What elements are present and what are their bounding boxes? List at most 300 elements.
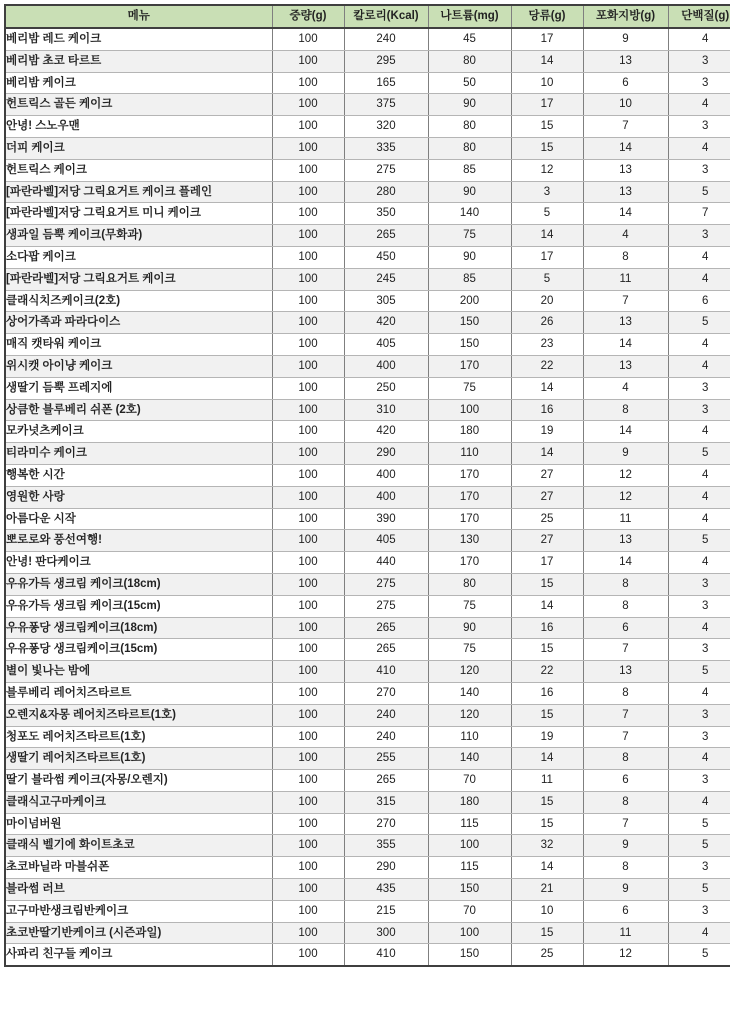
cell-weight: 100 (272, 225, 344, 247)
cell-satfat: 8 (583, 246, 668, 268)
cell-sodium: 75 (428, 639, 511, 661)
cell-sugars: 25 (511, 508, 583, 530)
cell-weight: 100 (272, 246, 344, 268)
cell-weight: 100 (272, 181, 344, 203)
cell-sugars: 32 (511, 835, 583, 857)
cell-protein: 5 (668, 813, 730, 835)
cell-sugars: 16 (511, 617, 583, 639)
table-row[interactable] (5, 617, 730, 639)
cell-calories: 450 (344, 246, 428, 268)
table-row[interactable] (5, 225, 730, 247)
cell-sugars: 19 (511, 421, 583, 443)
cell-calories: 310 (344, 399, 428, 421)
cell-sodium: 170 (428, 508, 511, 530)
cell-menu-name: 우유퐁당 생크림케이크(18cm) (5, 617, 272, 639)
cell-sodium: 115 (428, 857, 511, 879)
cell-protein: 5 (668, 530, 730, 552)
cell-menu-name: 별이 빛나는 밤에 (5, 661, 272, 683)
cell-satfat: 9 (583, 443, 668, 465)
cell-protein: 5 (668, 661, 730, 683)
cell-weight: 100 (272, 72, 344, 94)
cell-sugars: 15 (511, 791, 583, 813)
table-row[interactable] (5, 421, 730, 443)
table-row[interactable] (5, 355, 730, 377)
cell-calories: 320 (344, 116, 428, 138)
cell-calories: 355 (344, 835, 428, 857)
cell-weight: 100 (272, 443, 344, 465)
cell-satfat: 13 (583, 661, 668, 683)
cell-menu-name: 티라미수 케이크 (5, 443, 272, 465)
cell-calories: 265 (344, 639, 428, 661)
cell-protein: 3 (668, 50, 730, 72)
cell-sodium: 80 (428, 50, 511, 72)
cell-protein: 3 (668, 639, 730, 661)
cell-satfat: 13 (583, 355, 668, 377)
cell-sodium: 90 (428, 246, 511, 268)
cell-satfat: 11 (583, 508, 668, 530)
cell-sugars: 14 (511, 748, 583, 770)
cell-satfat: 13 (583, 159, 668, 181)
cell-protein: 3 (668, 770, 730, 792)
cell-menu-name: [파란라벨]저당 그릭요거트 케이크 플레인 (5, 181, 272, 203)
cell-calories: 240 (344, 704, 428, 726)
cell-protein: 3 (668, 573, 730, 595)
cell-protein: 5 (668, 944, 730, 966)
cell-calories: 255 (344, 748, 428, 770)
cell-sodium: 140 (428, 748, 511, 770)
cell-protein: 4 (668, 334, 730, 356)
cell-protein: 4 (668, 922, 730, 944)
cell-sodium: 85 (428, 159, 511, 181)
cell-satfat: 12 (583, 464, 668, 486)
cell-menu-name: 행복한 시간 (5, 464, 272, 486)
cell-sugars: 25 (511, 944, 583, 966)
table-row[interactable] (5, 682, 730, 704)
cell-protein: 4 (668, 246, 730, 268)
table-row[interactable] (5, 857, 730, 879)
cell-sodium: 90 (428, 94, 511, 116)
cell-sodium: 45 (428, 28, 511, 50)
cell-sugars: 5 (511, 268, 583, 290)
cell-menu-name: 초코바닐라 마블쉬폰 (5, 857, 272, 879)
cell-sugars: 11 (511, 770, 583, 792)
table-row[interactable] (5, 399, 730, 421)
cell-menu-name: 우유가득 생크림 케이크(18cm) (5, 573, 272, 595)
cell-protein: 4 (668, 464, 730, 486)
cell-sodium: 120 (428, 661, 511, 683)
cell-protein: 3 (668, 704, 730, 726)
cell-menu-name: 마이넘버원 (5, 813, 272, 835)
cell-sugars: 22 (511, 661, 583, 683)
cell-weight: 100 (272, 464, 344, 486)
table-row[interactable] (5, 443, 730, 465)
cell-weight: 100 (272, 50, 344, 72)
cell-menu-name: [파란라벨]저당 그릭요거트 미니 케이크 (5, 203, 272, 225)
cell-calories: 300 (344, 922, 428, 944)
cell-menu-name: 베리밤 초코 타르트 (5, 50, 272, 72)
cell-protein: 3 (668, 116, 730, 138)
cell-sodium: 70 (428, 900, 511, 922)
cell-protein: 4 (668, 748, 730, 770)
cell-satfat: 14 (583, 334, 668, 356)
cell-weight: 100 (272, 595, 344, 617)
table-row[interactable] (5, 835, 730, 857)
cell-protein: 3 (668, 857, 730, 879)
cell-satfat: 4 (583, 225, 668, 247)
cell-protein: 4 (668, 791, 730, 813)
cell-weight: 100 (272, 116, 344, 138)
cell-protein: 3 (668, 595, 730, 617)
column-header-calories[interactable]: 칼로리(Kcal) (344, 5, 428, 28)
cell-menu-name: 딸기 블라썸 케이크(자몽/오렌지) (5, 770, 272, 792)
cell-sodium: 140 (428, 203, 511, 225)
cell-calories: 440 (344, 552, 428, 574)
cell-sodium: 80 (428, 573, 511, 595)
cell-satfat: 8 (583, 791, 668, 813)
cell-weight: 100 (272, 879, 344, 901)
cell-calories: 390 (344, 508, 428, 530)
cell-sugars: 15 (511, 573, 583, 595)
table-row[interactable] (5, 879, 730, 901)
cell-menu-name: 클래식 벨기에 화이트초코 (5, 835, 272, 857)
cell-sugars: 14 (511, 50, 583, 72)
cell-sugars: 16 (511, 399, 583, 421)
table-row[interactable] (5, 813, 730, 835)
cell-menu-name: 클래식치즈케이크(2호) (5, 290, 272, 312)
cell-sodium: 115 (428, 813, 511, 835)
cell-sodium: 75 (428, 595, 511, 617)
cell-weight: 100 (272, 748, 344, 770)
cell-protein: 5 (668, 181, 730, 203)
column-header-sugars[interactable]: 당류(g) (511, 5, 583, 28)
table-row[interactable] (5, 312, 730, 334)
cell-menu-name: 생딸기 듬뿍 프레지에 (5, 377, 272, 399)
cell-calories: 410 (344, 661, 428, 683)
cell-calories: 290 (344, 857, 428, 879)
cell-menu-name: 헌트릭스 케이크 (5, 159, 272, 181)
cell-sodium: 150 (428, 334, 511, 356)
table-row[interactable] (5, 116, 730, 138)
cell-sodium: 70 (428, 770, 511, 792)
cell-sodium: 100 (428, 835, 511, 857)
cell-satfat: 6 (583, 617, 668, 639)
table-row[interactable] (5, 770, 730, 792)
cell-satfat: 7 (583, 639, 668, 661)
cell-menu-name: 안녕! 판다케이크 (5, 552, 272, 574)
cell-sodium: 180 (428, 791, 511, 813)
cell-menu-name: 고구마반생크림반케이크 (5, 900, 272, 922)
cell-protein: 6 (668, 290, 730, 312)
header-row (5, 5, 730, 28)
table-row[interactable] (5, 50, 730, 72)
cell-calories: 270 (344, 682, 428, 704)
cell-satfat: 14 (583, 203, 668, 225)
cell-calories: 290 (344, 443, 428, 465)
column-header-sodium[interactable]: 나트륨(mg) (428, 5, 511, 28)
cell-menu-name: 안녕! 스노우맨 (5, 116, 272, 138)
cell-satfat: 6 (583, 72, 668, 94)
cell-weight: 100 (272, 704, 344, 726)
table-row[interactable] (5, 159, 730, 181)
table-row[interactable] (5, 639, 730, 661)
table-row[interactable] (5, 922, 730, 944)
cell-sugars: 17 (511, 552, 583, 574)
column-header-menu[interactable]: 메뉴 (5, 5, 272, 28)
cell-sugars: 15 (511, 922, 583, 944)
cell-sodium: 80 (428, 137, 511, 159)
cell-menu-name: 베리밤 레드 케이크 (5, 28, 272, 50)
cell-sugars: 12 (511, 159, 583, 181)
cell-protein: 3 (668, 726, 730, 748)
cell-calories: 410 (344, 944, 428, 966)
cell-weight: 100 (272, 377, 344, 399)
cell-sugars: 14 (511, 595, 583, 617)
cell-satfat: 7 (583, 116, 668, 138)
column-header-weight[interactable]: 중량(g) (272, 5, 344, 28)
cell-satfat: 7 (583, 704, 668, 726)
table-row[interactable] (5, 748, 730, 770)
cell-sugars: 16 (511, 682, 583, 704)
cell-sodium: 50 (428, 72, 511, 94)
cell-menu-name: 베리밤 케이크 (5, 72, 272, 94)
cell-protein: 4 (668, 94, 730, 116)
cell-menu-name: 블라썸 러브 (5, 879, 272, 901)
cell-weight: 100 (272, 900, 344, 922)
cell-sodium: 80 (428, 116, 511, 138)
cell-menu-name: 오렌지&자몽 레어치즈타르트(1호) (5, 704, 272, 726)
cell-protein: 4 (668, 682, 730, 704)
cell-sugars: 21 (511, 879, 583, 901)
cell-calories: 350 (344, 203, 428, 225)
cell-sugars: 23 (511, 334, 583, 356)
cell-weight: 100 (272, 530, 344, 552)
cell-weight: 100 (272, 922, 344, 944)
table-row[interactable] (5, 268, 730, 290)
cell-calories: 400 (344, 464, 428, 486)
cell-calories: 335 (344, 137, 428, 159)
table-row[interactable] (5, 791, 730, 813)
cell-protein: 4 (668, 268, 730, 290)
table-row[interactable] (5, 181, 730, 203)
table-row[interactable] (5, 508, 730, 530)
cell-calories: 250 (344, 377, 428, 399)
cell-weight: 100 (272, 159, 344, 181)
cell-weight: 100 (272, 770, 344, 792)
cell-weight: 100 (272, 944, 344, 966)
table-row[interactable] (5, 246, 730, 268)
cell-sugars: 27 (511, 486, 583, 508)
cell-menu-name: 블루베리 레어치즈타르트 (5, 682, 272, 704)
column-header-satfat[interactable]: 포화지방(g) (583, 5, 668, 28)
cell-protein: 4 (668, 552, 730, 574)
cell-sugars: 26 (511, 312, 583, 334)
table-row[interactable] (5, 72, 730, 94)
cell-sodium: 110 (428, 726, 511, 748)
cell-satfat: 7 (583, 813, 668, 835)
table-row[interactable] (5, 486, 730, 508)
cell-weight: 100 (272, 355, 344, 377)
cell-protein: 4 (668, 421, 730, 443)
cell-calories: 265 (344, 770, 428, 792)
cell-protein: 5 (668, 443, 730, 465)
table-row[interactable] (5, 334, 730, 356)
cell-sugars: 20 (511, 290, 583, 312)
table-row[interactable] (5, 28, 730, 50)
cell-satfat: 8 (583, 857, 668, 879)
cell-menu-name: 생과일 듬뿍 케이크(무화과) (5, 225, 272, 247)
cell-weight: 100 (272, 268, 344, 290)
table-row[interactable] (5, 661, 730, 683)
cell-menu-name: 상어가족과 파라다이스 (5, 312, 272, 334)
cell-satfat: 14 (583, 552, 668, 574)
cell-satfat: 13 (583, 181, 668, 203)
table-row[interactable] (5, 944, 730, 966)
cell-protein: 3 (668, 900, 730, 922)
cell-sodium: 100 (428, 922, 511, 944)
table-row[interactable] (5, 377, 730, 399)
cell-sodium: 140 (428, 682, 511, 704)
cell-weight: 100 (272, 28, 344, 50)
table-row[interactable] (5, 203, 730, 225)
cell-satfat: 7 (583, 726, 668, 748)
cell-calories: 405 (344, 334, 428, 356)
cell-sugars: 10 (511, 900, 583, 922)
cell-menu-name: 소다팝 케이크 (5, 246, 272, 268)
cell-calories: 275 (344, 573, 428, 595)
table-row[interactable] (5, 137, 730, 159)
table-row[interactable] (5, 900, 730, 922)
cell-satfat: 12 (583, 486, 668, 508)
cell-satfat: 6 (583, 900, 668, 922)
cell-calories: 275 (344, 595, 428, 617)
cell-calories: 240 (344, 726, 428, 748)
cell-weight: 100 (272, 617, 344, 639)
cell-sodium: 100 (428, 399, 511, 421)
cell-satfat: 12 (583, 944, 668, 966)
cell-protein: 4 (668, 28, 730, 50)
cell-protein: 4 (668, 486, 730, 508)
cell-sugars: 15 (511, 639, 583, 661)
cell-satfat: 9 (583, 28, 668, 50)
cell-weight: 100 (272, 682, 344, 704)
cell-calories: 240 (344, 28, 428, 50)
cell-protein: 5 (668, 879, 730, 901)
cell-satfat: 13 (583, 312, 668, 334)
cell-sugars: 10 (511, 72, 583, 94)
cell-calories: 435 (344, 879, 428, 901)
table-row[interactable] (5, 94, 730, 116)
table-row[interactable] (5, 573, 730, 595)
cell-calories: 265 (344, 617, 428, 639)
cell-calories: 245 (344, 268, 428, 290)
cell-calories: 165 (344, 72, 428, 94)
cell-sugars: 22 (511, 355, 583, 377)
cell-sodium: 170 (428, 486, 511, 508)
cell-weight: 100 (272, 94, 344, 116)
cell-satfat: 8 (583, 399, 668, 421)
cell-weight: 100 (272, 137, 344, 159)
table-row[interactable] (5, 595, 730, 617)
cell-menu-name: 모카넛츠케이크 (5, 421, 272, 443)
cell-protein: 4 (668, 508, 730, 530)
cell-menu-name: [파란라벨]저당 그릭요거트 케이크 (5, 268, 272, 290)
cell-calories: 265 (344, 225, 428, 247)
cell-satfat: 11 (583, 922, 668, 944)
cell-menu-name: 클래식고구마케이크 (5, 791, 272, 813)
cell-sugars: 17 (511, 28, 583, 50)
table-row[interactable] (5, 552, 730, 574)
cell-calories: 315 (344, 791, 428, 813)
cell-satfat: 7 (583, 290, 668, 312)
cell-menu-name: 초코반딸기반케이크 (시즌과일) (5, 922, 272, 944)
cell-sugars: 5 (511, 203, 583, 225)
cell-calories: 400 (344, 355, 428, 377)
cell-protein: 5 (668, 835, 730, 857)
cell-satfat: 4 (583, 377, 668, 399)
cell-protein: 5 (668, 312, 730, 334)
cell-weight: 100 (272, 791, 344, 813)
cell-weight: 100 (272, 726, 344, 748)
cell-calories: 215 (344, 900, 428, 922)
cell-weight: 100 (272, 835, 344, 857)
cell-menu-name: 아름다운 시작 (5, 508, 272, 530)
cell-sugars: 17 (511, 246, 583, 268)
cell-weight: 100 (272, 857, 344, 879)
table-row[interactable] (5, 704, 730, 726)
cell-sugars: 14 (511, 377, 583, 399)
cell-sodium: 150 (428, 312, 511, 334)
cell-protein: 3 (668, 225, 730, 247)
cell-satfat: 11 (583, 268, 668, 290)
cell-sugars: 15 (511, 116, 583, 138)
cell-sugars: 19 (511, 726, 583, 748)
cell-weight: 100 (272, 813, 344, 835)
cell-menu-name: 영원한 사랑 (5, 486, 272, 508)
cell-sugars: 15 (511, 704, 583, 726)
cell-sodium: 170 (428, 355, 511, 377)
cell-satfat: 14 (583, 421, 668, 443)
cell-sodium: 170 (428, 464, 511, 486)
cell-sodium: 130 (428, 530, 511, 552)
cell-sodium: 90 (428, 617, 511, 639)
cell-calories: 295 (344, 50, 428, 72)
table-row[interactable] (5, 530, 730, 552)
cell-sodium: 170 (428, 552, 511, 574)
cell-protein: 3 (668, 159, 730, 181)
cell-satfat: 10 (583, 94, 668, 116)
cell-sugars: 15 (511, 813, 583, 835)
cell-satfat: 8 (583, 573, 668, 595)
table-row[interactable] (5, 464, 730, 486)
cell-calories: 305 (344, 290, 428, 312)
cell-sugars: 14 (511, 225, 583, 247)
cell-sodium: 110 (428, 443, 511, 465)
column-header-protein[interactable]: 단백질(g) (668, 5, 730, 28)
cell-menu-name: 우유가득 생크림 케이크(15cm) (5, 595, 272, 617)
cell-protein: 3 (668, 399, 730, 421)
cell-menu-name: 헌트릭스 골든 케이크 (5, 94, 272, 116)
table-row[interactable] (5, 726, 730, 748)
cell-menu-name: 상큼한 블루베리 쉬폰 (2호) (5, 399, 272, 421)
cell-calories: 270 (344, 813, 428, 835)
cell-satfat: 8 (583, 682, 668, 704)
cell-protein: 3 (668, 72, 730, 94)
cell-menu-name: 생딸기 레어치즈타르트(1호) (5, 748, 272, 770)
cell-sodium: 90 (428, 181, 511, 203)
cell-satfat: 8 (583, 595, 668, 617)
table-row[interactable] (5, 290, 730, 312)
cell-menu-name: 청포도 레어치즈타르트(1호) (5, 726, 272, 748)
